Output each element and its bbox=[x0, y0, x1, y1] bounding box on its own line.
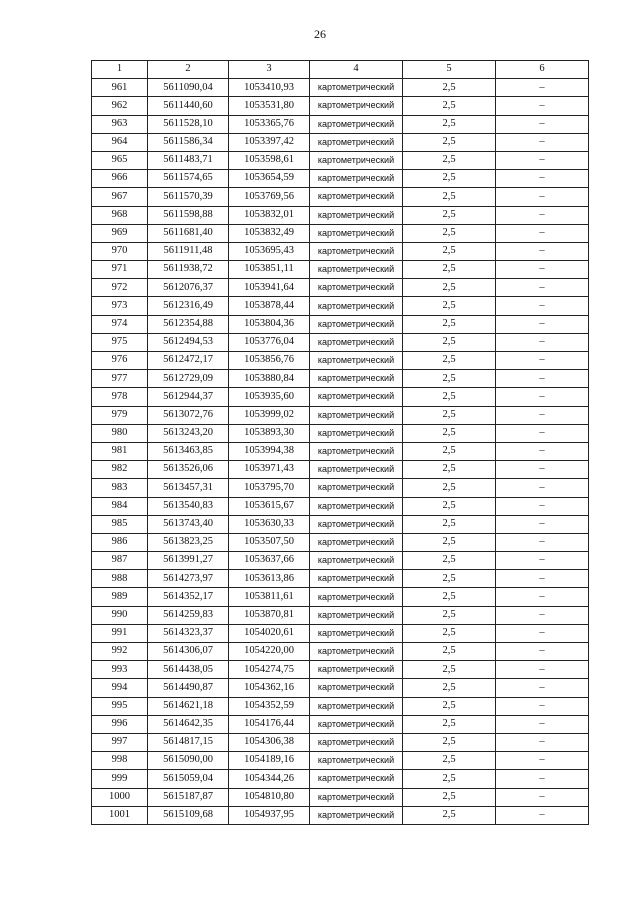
cell-note: – bbox=[496, 279, 589, 297]
cell-coordinate-y: 1053795,70 bbox=[229, 479, 310, 497]
cell-accuracy: 2,5 bbox=[403, 733, 496, 751]
cell-method: картометрический bbox=[310, 442, 403, 460]
cell-method: картометрический bbox=[310, 570, 403, 588]
cell-note: – bbox=[496, 697, 589, 715]
table-row bbox=[92, 79, 589, 97]
cell-note: – bbox=[496, 297, 589, 315]
table-row bbox=[92, 442, 589, 460]
cell-coordinate-x: 5611440,60 bbox=[148, 97, 229, 115]
table-row bbox=[92, 170, 589, 188]
table-row bbox=[92, 479, 589, 497]
table-row bbox=[92, 424, 589, 442]
cell-coordinate-x: 5613991,27 bbox=[148, 552, 229, 570]
cell-method: картометрический bbox=[310, 170, 403, 188]
cell-note: – bbox=[496, 388, 589, 406]
cell-coordinate-x: 5611598,88 bbox=[148, 206, 229, 224]
cell-method: картометрический bbox=[310, 424, 403, 442]
cell-method: картометрический bbox=[310, 224, 403, 242]
cell-coordinate-x: 5613457,31 bbox=[148, 479, 229, 497]
cell-coordinate-x: 5611570,39 bbox=[148, 188, 229, 206]
cell-coordinate-x: 5615090,00 bbox=[148, 752, 229, 770]
cell-coordinate-y: 1053935,60 bbox=[229, 388, 310, 406]
cell-accuracy: 2,5 bbox=[403, 206, 496, 224]
cell-coordinate-y: 1053880,84 bbox=[229, 370, 310, 388]
cell-coordinate-x: 5613463,85 bbox=[148, 442, 229, 460]
table-row bbox=[92, 643, 589, 661]
table-row bbox=[92, 206, 589, 224]
coordinates-table bbox=[91, 60, 589, 825]
cell-note: – bbox=[496, 715, 589, 733]
cell-method: картометрический bbox=[310, 770, 403, 788]
cell-accuracy: 2,5 bbox=[403, 588, 496, 606]
cell-point-number: 962 bbox=[92, 97, 148, 115]
cell-accuracy: 2,5 bbox=[403, 570, 496, 588]
table-row bbox=[92, 624, 589, 642]
cell-note: – bbox=[496, 533, 589, 551]
cell-point-number: 995 bbox=[92, 697, 148, 715]
cell-coordinate-y: 1053856,76 bbox=[229, 352, 310, 370]
cell-point-number: 997 bbox=[92, 733, 148, 751]
cell-note: – bbox=[496, 224, 589, 242]
cell-coordinate-x: 5611911,48 bbox=[148, 242, 229, 260]
cell-accuracy: 2,5 bbox=[403, 479, 496, 497]
cell-point-number: 987 bbox=[92, 552, 148, 570]
cell-coordinate-y: 1053811,61 bbox=[229, 588, 310, 606]
cell-note: – bbox=[496, 497, 589, 515]
cell-coordinate-x: 5614490,87 bbox=[148, 679, 229, 697]
cell-coordinate-y: 1054937,95 bbox=[229, 806, 310, 824]
table-row bbox=[92, 406, 589, 424]
table-row bbox=[92, 697, 589, 715]
cell-coordinate-y: 1054352,59 bbox=[229, 697, 310, 715]
cell-method: картометрический bbox=[310, 806, 403, 824]
table-row bbox=[92, 188, 589, 206]
cell-coordinate-x: 5613540,83 bbox=[148, 497, 229, 515]
cell-coordinate-y: 1053613,86 bbox=[229, 570, 310, 588]
cell-accuracy: 2,5 bbox=[403, 606, 496, 624]
cell-coordinate-y: 1054362,16 bbox=[229, 679, 310, 697]
table-row bbox=[92, 224, 589, 242]
table-body bbox=[92, 79, 589, 825]
cell-method: картометрический bbox=[310, 279, 403, 297]
cell-coordinate-x: 5615187,87 bbox=[148, 788, 229, 806]
cell-note: – bbox=[496, 333, 589, 351]
column-header-6: 6 bbox=[496, 61, 589, 79]
cell-note: – bbox=[496, 643, 589, 661]
cell-accuracy: 2,5 bbox=[403, 242, 496, 260]
cell-coordinate-x: 5612316,49 bbox=[148, 297, 229, 315]
cell-accuracy: 2,5 bbox=[403, 679, 496, 697]
cell-method: картометрический bbox=[310, 188, 403, 206]
cell-coordinate-y: 1053893,30 bbox=[229, 424, 310, 442]
cell-coordinate-x: 5614817,15 bbox=[148, 733, 229, 751]
cell-point-number: 976 bbox=[92, 352, 148, 370]
cell-accuracy: 2,5 bbox=[403, 552, 496, 570]
cell-coordinate-y: 1053832,49 bbox=[229, 224, 310, 242]
table-row bbox=[92, 370, 589, 388]
cell-note: – bbox=[496, 606, 589, 624]
cell-coordinate-y: 1053994,38 bbox=[229, 442, 310, 460]
cell-accuracy: 2,5 bbox=[403, 752, 496, 770]
cell-method: картометрический bbox=[310, 661, 403, 679]
table-row bbox=[92, 515, 589, 533]
cell-coordinate-x: 5613243,20 bbox=[148, 424, 229, 442]
column-header-3: 3 bbox=[229, 61, 310, 79]
table-row bbox=[92, 352, 589, 370]
cell-coordinate-y: 1053654,59 bbox=[229, 170, 310, 188]
cell-point-number: 966 bbox=[92, 170, 148, 188]
cell-coordinate-y: 1053598,61 bbox=[229, 151, 310, 169]
cell-accuracy: 2,5 bbox=[403, 151, 496, 169]
cell-point-number: 967 bbox=[92, 188, 148, 206]
cell-point-number: 973 bbox=[92, 297, 148, 315]
cell-point-number: 963 bbox=[92, 115, 148, 133]
table-row bbox=[92, 715, 589, 733]
header-row bbox=[92, 61, 589, 79]
cell-point-number: 1000 bbox=[92, 788, 148, 806]
cell-method: картометрический bbox=[310, 752, 403, 770]
cell-coordinate-y: 1053769,56 bbox=[229, 188, 310, 206]
table-row bbox=[92, 552, 589, 570]
cell-accuracy: 2,5 bbox=[403, 770, 496, 788]
cell-point-number: 990 bbox=[92, 606, 148, 624]
cell-coordinate-y: 1054220,00 bbox=[229, 643, 310, 661]
cell-method: картометрический bbox=[310, 133, 403, 151]
cell-coordinate-x: 5611090,04 bbox=[148, 79, 229, 97]
cell-point-number: 991 bbox=[92, 624, 148, 642]
cell-coordinate-y: 1053941,64 bbox=[229, 279, 310, 297]
cell-point-number: 981 bbox=[92, 442, 148, 460]
cell-accuracy: 2,5 bbox=[403, 788, 496, 806]
cell-coordinate-x: 5613072,76 bbox=[148, 406, 229, 424]
page-number: 26 bbox=[314, 27, 326, 41]
table-row bbox=[92, 333, 589, 351]
cell-coordinate-y: 1053695,43 bbox=[229, 242, 310, 260]
cell-accuracy: 2,5 bbox=[403, 406, 496, 424]
cell-method: картометрический bbox=[310, 352, 403, 370]
cell-note: – bbox=[496, 151, 589, 169]
table-row bbox=[92, 588, 589, 606]
cell-method: картометрический bbox=[310, 370, 403, 388]
cell-accuracy: 2,5 bbox=[403, 497, 496, 515]
cell-coordinate-y: 1053637,66 bbox=[229, 552, 310, 570]
cell-coordinate-y: 1053365,76 bbox=[229, 115, 310, 133]
cell-method: картометрический bbox=[310, 461, 403, 479]
cell-coordinate-y: 1054306,38 bbox=[229, 733, 310, 751]
cell-coordinate-x: 5611483,71 bbox=[148, 151, 229, 169]
cell-coordinate-x: 5611681,40 bbox=[148, 224, 229, 242]
cell-note: – bbox=[496, 79, 589, 97]
cell-coordinate-y: 1053971,43 bbox=[229, 461, 310, 479]
cell-coordinate-x: 5612472,17 bbox=[148, 352, 229, 370]
cell-point-number: 965 bbox=[92, 151, 148, 169]
cell-accuracy: 2,5 bbox=[403, 261, 496, 279]
table-row bbox=[92, 733, 589, 751]
cell-point-number: 971 bbox=[92, 261, 148, 279]
cell-coordinate-y: 1054176,44 bbox=[229, 715, 310, 733]
cell-coordinate-y: 1053870,81 bbox=[229, 606, 310, 624]
cell-coordinate-x: 5614352,17 bbox=[148, 588, 229, 606]
cell-coordinate-y: 1053776,04 bbox=[229, 333, 310, 351]
cell-accuracy: 2,5 bbox=[403, 224, 496, 242]
cell-point-number: 984 bbox=[92, 497, 148, 515]
cell-coordinate-x: 5612944,37 bbox=[148, 388, 229, 406]
cell-note: – bbox=[496, 806, 589, 824]
cell-coordinate-y: 1053630,33 bbox=[229, 515, 310, 533]
cell-point-number: 994 bbox=[92, 679, 148, 697]
cell-coordinate-x: 5613823,25 bbox=[148, 533, 229, 551]
cell-note: – bbox=[496, 170, 589, 188]
cell-method: картометрический bbox=[310, 333, 403, 351]
cell-point-number: 988 bbox=[92, 570, 148, 588]
cell-method: картометрический bbox=[310, 643, 403, 661]
cell-method: картометрический bbox=[310, 97, 403, 115]
cell-method: картометрический bbox=[310, 261, 403, 279]
cell-method: картометрический bbox=[310, 515, 403, 533]
cell-point-number: 970 bbox=[92, 242, 148, 260]
cell-note: – bbox=[496, 242, 589, 260]
cell-accuracy: 2,5 bbox=[403, 279, 496, 297]
cell-point-number: 983 bbox=[92, 479, 148, 497]
cell-method: картометрический bbox=[310, 479, 403, 497]
column-header-2: 2 bbox=[148, 61, 229, 79]
cell-point-number: 972 bbox=[92, 279, 148, 297]
cell-note: – bbox=[496, 661, 589, 679]
cell-coordinate-x: 5613743,40 bbox=[148, 515, 229, 533]
table-row bbox=[92, 497, 589, 515]
cell-accuracy: 2,5 bbox=[403, 297, 496, 315]
cell-note: – bbox=[496, 315, 589, 333]
cell-method: картометрический bbox=[310, 533, 403, 551]
cell-accuracy: 2,5 bbox=[403, 133, 496, 151]
column-header-1: 1 bbox=[92, 61, 148, 79]
cell-point-number: 978 bbox=[92, 388, 148, 406]
cell-coordinate-x: 5612354,88 bbox=[148, 315, 229, 333]
cell-method: картометрический bbox=[310, 697, 403, 715]
cell-coordinate-x: 5614323,37 bbox=[148, 624, 229, 642]
cell-coordinate-x: 5614306,07 bbox=[148, 643, 229, 661]
cell-point-number: 1001 bbox=[92, 806, 148, 824]
cell-coordinate-y: 1053999,02 bbox=[229, 406, 310, 424]
table-row bbox=[92, 533, 589, 551]
cell-accuracy: 2,5 bbox=[403, 333, 496, 351]
cell-point-number: 985 bbox=[92, 515, 148, 533]
cell-method: картометрический bbox=[310, 297, 403, 315]
cell-coordinate-x: 5611938,72 bbox=[148, 261, 229, 279]
cell-note: – bbox=[496, 788, 589, 806]
cell-coordinate-x: 5613526,06 bbox=[148, 461, 229, 479]
table-row bbox=[92, 279, 589, 297]
cell-accuracy: 2,5 bbox=[403, 97, 496, 115]
cell-accuracy: 2,5 bbox=[403, 370, 496, 388]
cell-coordinate-x: 5612729,09 bbox=[148, 370, 229, 388]
cell-note: – bbox=[496, 752, 589, 770]
cell-coordinate-y: 1054274,75 bbox=[229, 661, 310, 679]
cell-note: – bbox=[496, 552, 589, 570]
cell-note: – bbox=[496, 679, 589, 697]
cell-note: – bbox=[496, 97, 589, 115]
cell-accuracy: 2,5 bbox=[403, 715, 496, 733]
cell-note: – bbox=[496, 442, 589, 460]
table-row bbox=[92, 606, 589, 624]
cell-point-number: 964 bbox=[92, 133, 148, 151]
table-row bbox=[92, 388, 589, 406]
cell-accuracy: 2,5 bbox=[403, 643, 496, 661]
cell-note: – bbox=[496, 206, 589, 224]
cell-note: – bbox=[496, 461, 589, 479]
cell-accuracy: 2,5 bbox=[403, 624, 496, 642]
cell-accuracy: 2,5 bbox=[403, 661, 496, 679]
cell-point-number: 975 bbox=[92, 333, 148, 351]
cell-note: – bbox=[496, 733, 589, 751]
cell-note: – bbox=[496, 479, 589, 497]
cell-point-number: 992 bbox=[92, 643, 148, 661]
cell-method: картометрический bbox=[310, 733, 403, 751]
cell-coordinate-y: 1053851,11 bbox=[229, 261, 310, 279]
cell-method: картометрический bbox=[310, 552, 403, 570]
cell-note: – bbox=[496, 133, 589, 151]
cell-method: картометрический bbox=[310, 206, 403, 224]
cell-coordinate-y: 1053804,36 bbox=[229, 315, 310, 333]
cell-point-number: 986 bbox=[92, 533, 148, 551]
cell-coordinate-y: 1053397,42 bbox=[229, 133, 310, 151]
cell-coordinate-x: 5612076,37 bbox=[148, 279, 229, 297]
cell-point-number: 968 bbox=[92, 206, 148, 224]
cell-point-number: 998 bbox=[92, 752, 148, 770]
cell-method: картометрический bbox=[310, 315, 403, 333]
table-row bbox=[92, 133, 589, 151]
cell-point-number: 969 bbox=[92, 224, 148, 242]
cell-note: – bbox=[496, 570, 589, 588]
cell-coordinate-x: 5611574,65 bbox=[148, 170, 229, 188]
cell-accuracy: 2,5 bbox=[403, 188, 496, 206]
cell-coordinate-x: 5614273,97 bbox=[148, 570, 229, 588]
cell-method: картометрический bbox=[310, 497, 403, 515]
cell-coordinate-x: 5614621,18 bbox=[148, 697, 229, 715]
table-row bbox=[92, 461, 589, 479]
cell-coordinate-x: 5615059,04 bbox=[148, 770, 229, 788]
table-row bbox=[92, 297, 589, 315]
cell-note: – bbox=[496, 261, 589, 279]
cell-accuracy: 2,5 bbox=[403, 533, 496, 551]
table-row bbox=[92, 115, 589, 133]
cell-point-number: 993 bbox=[92, 661, 148, 679]
cell-note: – bbox=[496, 188, 589, 206]
cell-point-number: 974 bbox=[92, 315, 148, 333]
cell-note: – bbox=[496, 115, 589, 133]
cell-point-number: 996 bbox=[92, 715, 148, 733]
cell-point-number: 989 bbox=[92, 588, 148, 606]
cell-coordinate-y: 1053878,44 bbox=[229, 297, 310, 315]
cell-coordinate-y: 1053832,01 bbox=[229, 206, 310, 224]
cell-coordinate-x: 5614259,83 bbox=[148, 606, 229, 624]
cell-method: картометрический bbox=[310, 115, 403, 133]
table-row bbox=[92, 242, 589, 260]
cell-note: – bbox=[496, 370, 589, 388]
table-row bbox=[92, 261, 589, 279]
cell-method: картометрический bbox=[310, 624, 403, 642]
cell-accuracy: 2,5 bbox=[403, 442, 496, 460]
table-row bbox=[92, 661, 589, 679]
cell-coordinate-y: 1054020,61 bbox=[229, 624, 310, 642]
cell-point-number: 977 bbox=[92, 370, 148, 388]
cell-point-number: 999 bbox=[92, 770, 148, 788]
table-row bbox=[92, 752, 589, 770]
cell-method: картометрический bbox=[310, 715, 403, 733]
cell-coordinate-x: 5612494,53 bbox=[148, 333, 229, 351]
table-row bbox=[92, 788, 589, 806]
cell-coordinate-x: 5614642,35 bbox=[148, 715, 229, 733]
cell-accuracy: 2,5 bbox=[403, 79, 496, 97]
cell-method: картометрический bbox=[310, 679, 403, 697]
cell-note: – bbox=[496, 770, 589, 788]
column-header-5: 5 bbox=[403, 61, 496, 79]
table-row bbox=[92, 315, 589, 333]
cell-coordinate-y: 1053410,93 bbox=[229, 79, 310, 97]
cell-accuracy: 2,5 bbox=[403, 424, 496, 442]
cell-point-number: 961 bbox=[92, 79, 148, 97]
table-row bbox=[92, 151, 589, 169]
cell-accuracy: 2,5 bbox=[403, 461, 496, 479]
cell-note: – bbox=[496, 515, 589, 533]
cell-coordinate-x: 5614438,05 bbox=[148, 661, 229, 679]
cell-accuracy: 2,5 bbox=[403, 697, 496, 715]
cell-method: картометрический bbox=[310, 788, 403, 806]
cell-coordinate-y: 1054344,26 bbox=[229, 770, 310, 788]
cell-accuracy: 2,5 bbox=[403, 388, 496, 406]
cell-point-number: 979 bbox=[92, 406, 148, 424]
cell-coordinate-y: 1054189,16 bbox=[229, 752, 310, 770]
table-row bbox=[92, 679, 589, 697]
cell-coordinate-x: 5611586,34 bbox=[148, 133, 229, 151]
table-header bbox=[92, 61, 589, 79]
cell-accuracy: 2,5 bbox=[403, 515, 496, 533]
cell-method: картометрический bbox=[310, 151, 403, 169]
cell-accuracy: 2,5 bbox=[403, 352, 496, 370]
cell-accuracy: 2,5 bbox=[403, 806, 496, 824]
cell-coordinate-y: 1053615,67 bbox=[229, 497, 310, 515]
table-row bbox=[92, 97, 589, 115]
cell-point-number: 982 bbox=[92, 461, 148, 479]
cell-accuracy: 2,5 bbox=[403, 115, 496, 133]
cell-accuracy: 2,5 bbox=[403, 315, 496, 333]
cell-method: картометрический bbox=[310, 388, 403, 406]
cell-coordinate-x: 5611528,10 bbox=[148, 115, 229, 133]
cell-note: – bbox=[496, 424, 589, 442]
cell-accuracy: 2,5 bbox=[403, 170, 496, 188]
cell-method: картометрический bbox=[310, 79, 403, 97]
table-row bbox=[92, 770, 589, 788]
cell-method: картометрический bbox=[310, 606, 403, 624]
cell-note: – bbox=[496, 406, 589, 424]
cell-coordinate-y: 1054810,80 bbox=[229, 788, 310, 806]
cell-method: картометрический bbox=[310, 588, 403, 606]
cell-note: – bbox=[496, 588, 589, 606]
table-row bbox=[92, 570, 589, 588]
cell-method: картометрический bbox=[310, 406, 403, 424]
cell-coordinate-x: 5615109,68 bbox=[148, 806, 229, 824]
cell-method: картометрический bbox=[310, 242, 403, 260]
cell-note: – bbox=[496, 352, 589, 370]
cell-note: – bbox=[496, 624, 589, 642]
column-header-4: 4 bbox=[310, 61, 403, 79]
table-row bbox=[92, 806, 589, 824]
cell-coordinate-y: 1053531,80 bbox=[229, 97, 310, 115]
cell-point-number: 980 bbox=[92, 424, 148, 442]
cell-coordinate-y: 1053507,50 bbox=[229, 533, 310, 551]
